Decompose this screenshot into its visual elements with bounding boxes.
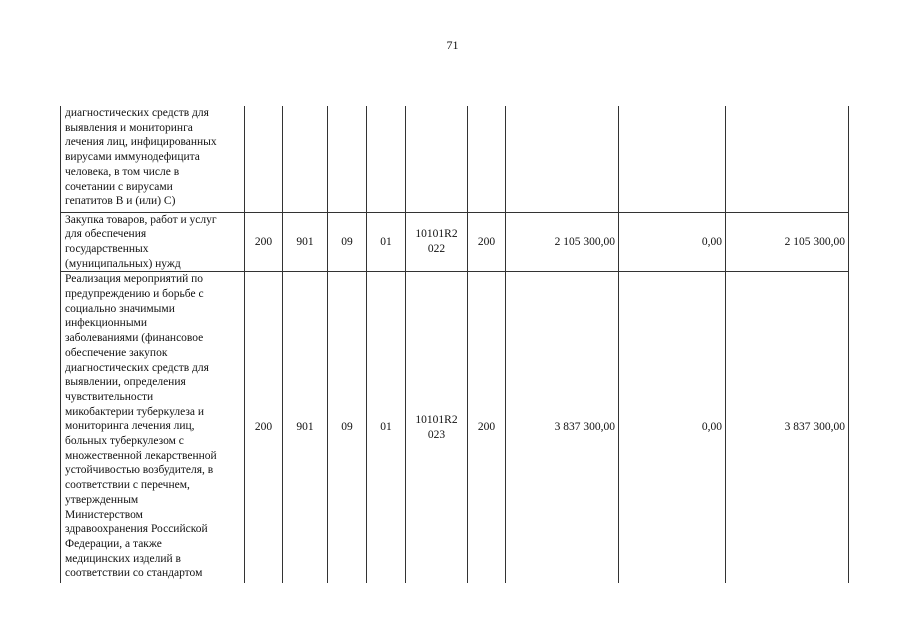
amount-total-cell bbox=[506, 106, 619, 212]
name-line: утвержденным bbox=[65, 493, 139, 506]
name-line: соответствии со стандартом bbox=[65, 567, 203, 580]
name-line: множественной лекарственной bbox=[65, 449, 217, 462]
name-line: лечения лиц, инфицированных bbox=[65, 136, 217, 149]
admin-cell: 200 bbox=[245, 272, 283, 583]
target-article-cell bbox=[406, 212, 468, 272]
name-line: человека, в том числе в bbox=[65, 165, 180, 178]
target-code-line: 022 bbox=[427, 242, 446, 255]
amount-final-cell bbox=[726, 106, 849, 212]
name-line: чувствительности bbox=[65, 390, 154, 403]
amount-change-cell: 0,00 bbox=[619, 272, 726, 583]
name-line: больных туберкулезом с bbox=[65, 435, 184, 448]
name-line: сочетании с вирусами bbox=[65, 180, 173, 193]
amount-final-cell: 2 105 300,00 bbox=[726, 212, 849, 272]
name-line: обеспечение закупок bbox=[65, 346, 168, 359]
name-line: выявления и мониторинга bbox=[65, 121, 193, 134]
section-cell: 09 bbox=[328, 272, 367, 583]
amount-total-cell: 3 837 300,00 bbox=[506, 272, 619, 583]
subsection-cell: 01 bbox=[367, 272, 406, 583]
table-row bbox=[61, 212, 849, 272]
name-line: социально значимыми bbox=[65, 302, 175, 315]
row-name-cell bbox=[61, 106, 245, 212]
name-line: Закупка товаров, работ и услуг bbox=[65, 213, 217, 226]
name-line: здравоохранения Российской bbox=[65, 523, 208, 536]
section-cell: 09 bbox=[328, 212, 367, 272]
name-line: для обеспечения bbox=[65, 228, 147, 241]
target-code-line: 10101R2 bbox=[415, 227, 458, 240]
name-line: (муниципальных) нужд bbox=[65, 257, 181, 270]
page-number: 71 bbox=[446, 38, 459, 52]
name-line: микобактерии туберкулеза и bbox=[65, 405, 204, 418]
admin-cell bbox=[245, 106, 283, 212]
name-line: государственных bbox=[65, 242, 149, 255]
target-code-line: 10101R2 bbox=[415, 413, 458, 426]
name-line: диагностических средств для bbox=[65, 361, 209, 374]
name-line: заболеваниями (финансовое bbox=[65, 332, 204, 345]
target-article-cell bbox=[406, 106, 468, 212]
name-line: предупреждению и борьбе с bbox=[65, 288, 204, 301]
name-line: медицинских изделий в bbox=[65, 552, 181, 565]
table-row bbox=[61, 106, 849, 212]
ministry-cell bbox=[283, 106, 328, 212]
name-line: мониторинга лечения лиц, bbox=[65, 420, 195, 433]
section-cell bbox=[328, 106, 367, 212]
target-article-cell bbox=[406, 272, 468, 583]
amount-final-cell: 3 837 300,00 bbox=[726, 272, 849, 583]
name-line: Федерации, а также bbox=[65, 537, 162, 550]
name-line: диагностических средств для bbox=[65, 107, 209, 119]
subsection-cell: 01 bbox=[367, 212, 406, 272]
name-line: инфекционными bbox=[65, 317, 147, 330]
ministry-cell: 901 bbox=[283, 272, 328, 583]
amount-change-cell: 0,00 bbox=[619, 212, 726, 272]
subsection-cell bbox=[367, 106, 406, 212]
name-line: соответствии с перечнем, bbox=[65, 479, 190, 492]
row-name-cell bbox=[61, 272, 245, 583]
expense-type-cell: 200 bbox=[468, 272, 506, 583]
name-line: Министерством bbox=[65, 508, 143, 521]
expense-type-cell bbox=[468, 106, 506, 212]
name-line: выявлении, определения bbox=[65, 376, 186, 389]
target-code-line: 023 bbox=[427, 428, 446, 441]
name-line: гепатитов В и (или) С) bbox=[65, 195, 176, 208]
name-line: вирусами иммунодефицита bbox=[65, 151, 200, 164]
name-line: устойчивостью возбудителя, в bbox=[65, 464, 214, 477]
amount-change-cell bbox=[619, 106, 726, 212]
expense-type-cell: 200 bbox=[468, 212, 506, 272]
name-line: Реализация мероприятий по bbox=[65, 273, 204, 286]
budget-table bbox=[60, 106, 849, 583]
row-name-cell bbox=[61, 212, 245, 272]
admin-cell: 200 bbox=[245, 212, 283, 272]
amount-total-cell: 2 105 300,00 bbox=[506, 212, 619, 272]
ministry-cell: 901 bbox=[283, 212, 328, 272]
table-row bbox=[61, 272, 849, 583]
